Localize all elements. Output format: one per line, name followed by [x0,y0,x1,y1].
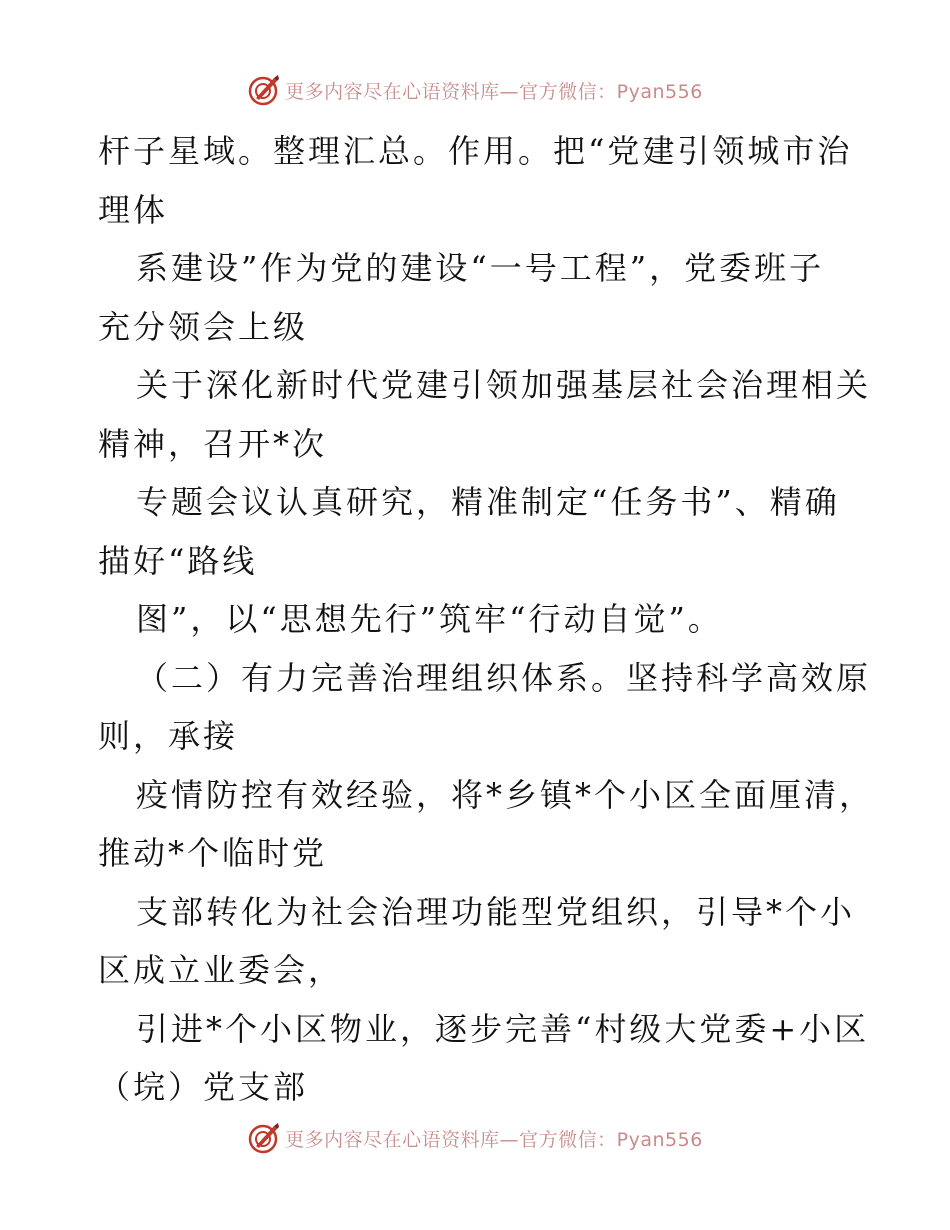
header-banner [0,70,950,110]
text-line: 区成立业委会， [98,951,344,989]
text-line: 关于深化新时代党建引领加强基层社会治理相关 [136,366,872,404]
text-line: 杆子星域。整理汇总。作用。把“党建引领城市治 [98,132,853,170]
banner-text: 更多内容尽在心语资料库—官方微信：Pyan556 [285,80,703,103]
text-line: 推动*个临时党 [98,834,328,872]
text-line: 充分领会上级 [98,307,309,346]
text-line: 描好“路线 [98,541,258,580]
text-line: （二）有力完善治理组织体系。坚持科学高效原 [136,658,872,697]
text-line: 疫情防控有效经验，将*乡镇*个小区全面厘清， [136,775,875,814]
pen-logo-icon [247,1121,281,1155]
text-line: 理体 [98,190,169,229]
text-line: （垸）党支部 [98,1068,309,1106]
document-body [98,122,875,1117]
pen-logo-icon [247,73,281,107]
text-line: 精神，召开*次 [98,424,328,463]
text-line: 专题会议认真研究，精准制定“任务书”、精确 [136,483,840,521]
banner-text: 更多内容尽在心语资料库—官方微信：Pyan556 [285,1128,703,1151]
text-line: 则，承接 [98,717,239,755]
text-line: 引进*个小区物业，逐步完善“村级大党委+小区 [136,1009,870,1048]
text-line: 图”，以“思想先行”筑牢“行动自觉”。 [136,600,723,638]
text-line: 系建设”作为党的建设“一号工程”，党委班子 [136,249,825,287]
text-line: 支部转化为社会治理功能型党组织，引导*个小 [136,892,856,931]
footer-banner [0,1118,950,1158]
